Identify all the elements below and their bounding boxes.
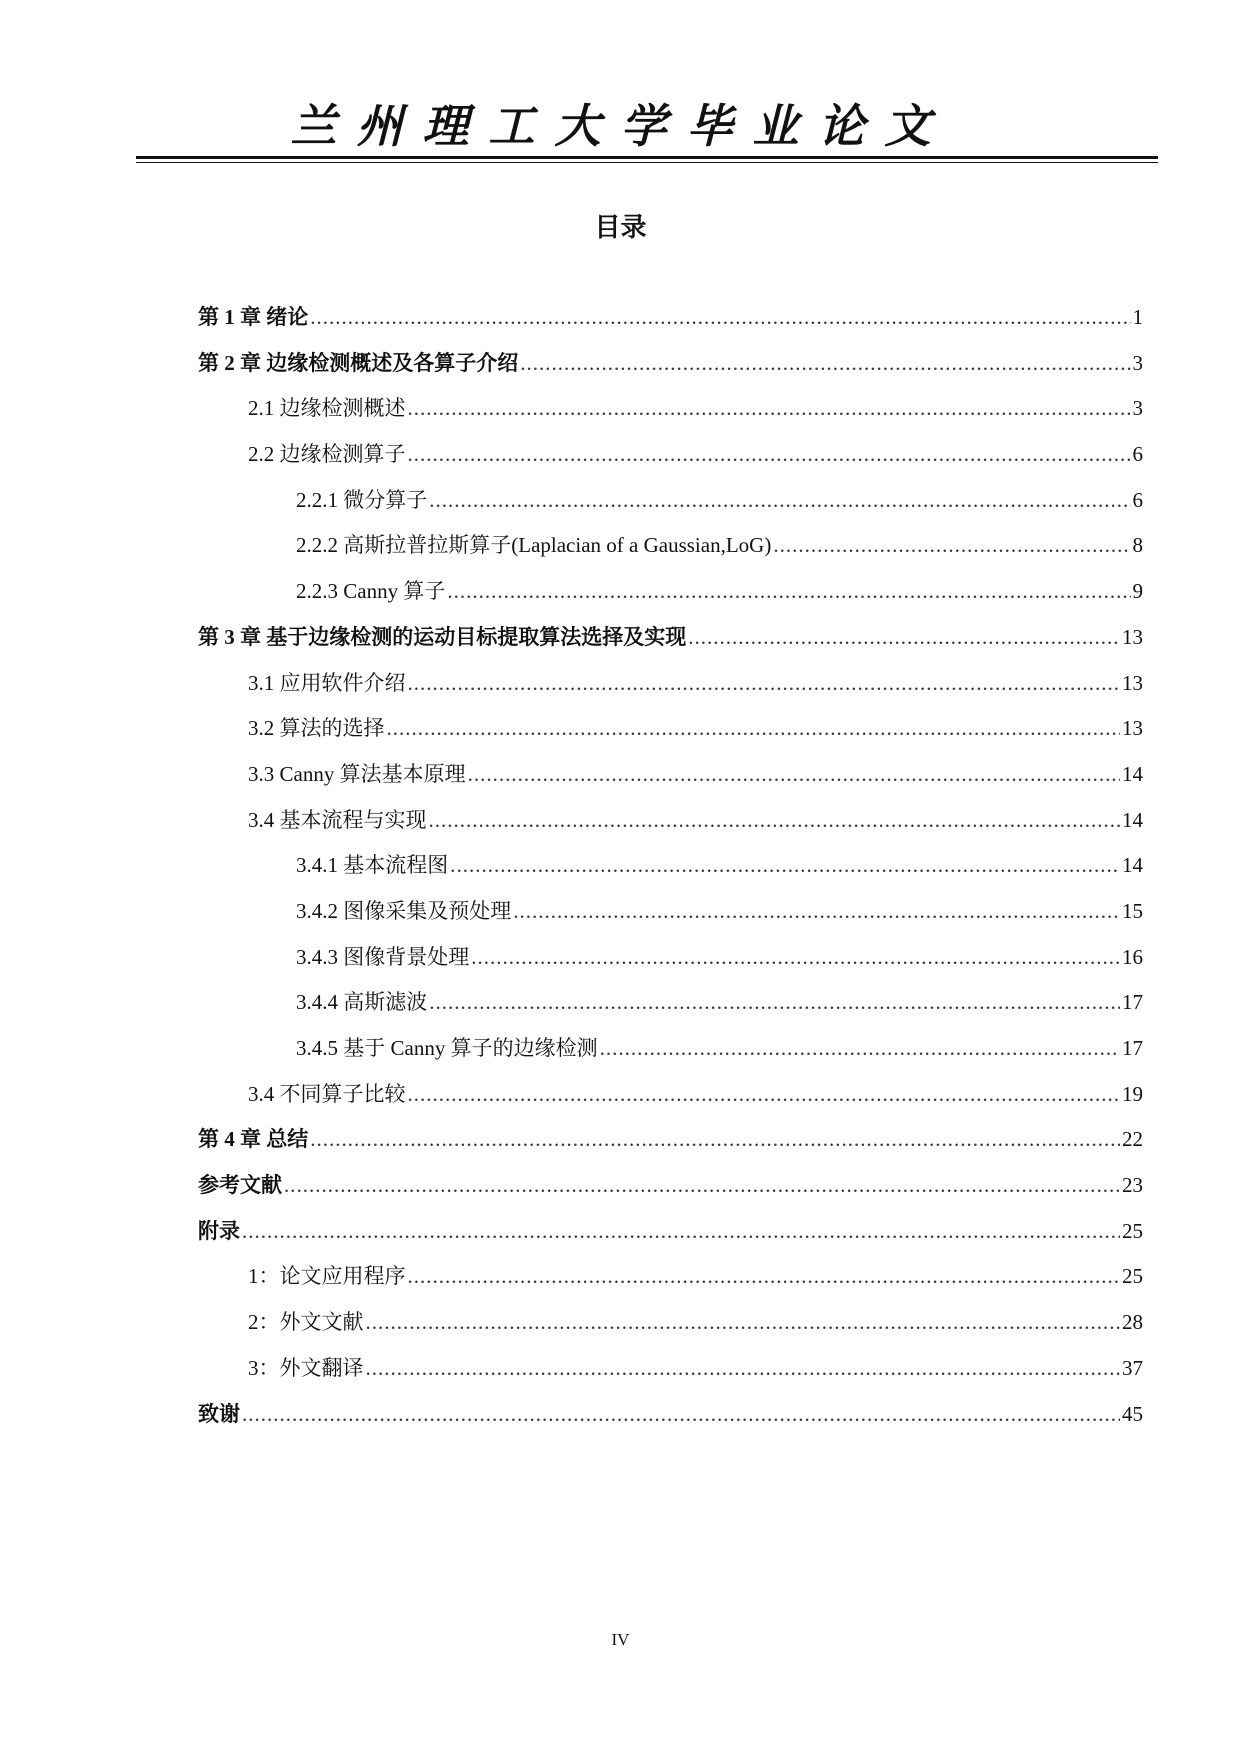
toc-dot-leader [450, 850, 1120, 880]
toc-dot-leader [387, 713, 1121, 743]
toc-entry[interactable] [198, 942, 1143, 988]
toc-entry[interactable] [198, 1170, 1143, 1216]
toc-entry-page: 17 [1122, 990, 1143, 1015]
toc-entry[interactable] [198, 348, 1143, 394]
toc-entry-page: 25 [1122, 1264, 1143, 1289]
toc-entry[interactable] [198, 1216, 1143, 1262]
toc-entry[interactable] [198, 1033, 1143, 1079]
toc-dot-leader [366, 1353, 1121, 1383]
toc-dot-leader [284, 1170, 1120, 1200]
toc-entry[interactable] [198, 987, 1143, 1033]
toc-entry-page: 3 [1132, 350, 1143, 375]
toc-dot-leader [471, 942, 1120, 972]
toc-entry[interactable] [198, 1399, 1143, 1445]
toc-entry-label: 第 3 章 基于边缘检测的运动目标提取算法选择及实现 [198, 624, 687, 649]
toc-dot-leader [408, 1261, 1121, 1291]
toc-entry-page: 1 [1132, 305, 1143, 329]
toc-entry-label: 3.4.5 基于 Canny 算子的边缘检测 [296, 1036, 598, 1060]
toc-dot-leader [366, 1307, 1121, 1337]
page-number: IV [611, 1630, 630, 1649]
toc-entry-page: 16 [1122, 944, 1143, 969]
toc-entry-label: 3：外文翻译 [248, 1355, 364, 1380]
toc-entry-label: 3.3 Canny 算法基本原理 [248, 761, 466, 786]
toc-dot-leader [688, 622, 1120, 652]
toc-entry-label: 1：论文应用程序 [248, 1264, 406, 1289]
toc-entry-label: 附录 [198, 1218, 240, 1243]
header-rule-thin [136, 162, 1158, 163]
toc-dot-leader [429, 485, 1130, 515]
toc-entry-label: 3.4 基本流程与实现 [248, 807, 427, 832]
toc-entry[interactable] [198, 485, 1143, 531]
header-rule-thick [136, 156, 1158, 159]
toc-entry-page: 9 [1132, 579, 1143, 604]
toc-entry-page: 13 [1122, 716, 1143, 741]
toc-entry-page: 19 [1122, 1081, 1143, 1106]
toc-dot-leader [242, 1216, 1120, 1246]
toc-entry-page: 17 [1122, 1036, 1143, 1060]
toc-dot-leader [310, 302, 1130, 332]
toc-entry-label: 3.4 不同算子比较 [248, 1081, 406, 1106]
toc-dot-leader [408, 668, 1121, 698]
toc-entry-page: 3 [1132, 396, 1143, 421]
toc-title: 目录 [594, 213, 647, 243]
toc-entry-label: 2：外文文献 [248, 1310, 364, 1335]
toc-entry-label: 3.4.4 高斯滤波 [296, 990, 428, 1015]
toc-entry-label: 第 4 章 总结 [198, 1127, 309, 1152]
toc-entry-label: 致谢 [198, 1401, 240, 1426]
table-of-contents [198, 302, 1143, 1444]
toc-entry[interactable] [198, 622, 1143, 668]
toc-dot-leader [429, 987, 1120, 1017]
toc-entry-label: 2.1 边缘检测概述 [248, 396, 406, 421]
toc-entry-label: 2.2 边缘检测算子 [248, 442, 406, 467]
toc-dot-leader [773, 530, 1130, 560]
toc-entry-page: 45 [1122, 1401, 1143, 1426]
toc-entry-page: 25 [1122, 1218, 1143, 1243]
toc-entry-page: 22 [1122, 1127, 1143, 1152]
toc-dot-leader [513, 896, 1120, 926]
toc-entry-label: 3.4.2 图像采集及预处理 [296, 898, 512, 923]
toc-dot-leader [310, 1124, 1120, 1154]
toc-entry-label: 3.1 应用软件介绍 [248, 670, 406, 695]
toc-entry[interactable] [198, 1307, 1143, 1353]
toc-entry[interactable] [198, 896, 1143, 942]
toc-entry-label: 3.4.3 图像背景处理 [296, 944, 470, 969]
toc-entry-label: 2.2.2 高斯拉普拉斯算子(Laplacian of a Gaussian,LoG) [296, 533, 772, 558]
toc-entry[interactable] [198, 302, 1143, 348]
toc-entry-label: 第 2 章 边缘检测概述及各算子介绍 [198, 350, 519, 375]
toc-entry-page: 6 [1132, 442, 1143, 467]
toc-entry-page: 13 [1122, 624, 1143, 649]
toc-entry[interactable] [198, 439, 1143, 485]
toc-entry[interactable] [198, 1079, 1143, 1125]
toc-entry[interactable] [198, 393, 1143, 439]
toc-entry[interactable] [198, 759, 1143, 805]
toc-entry-page: 14 [1122, 761, 1143, 786]
toc-dot-leader [468, 759, 1120, 789]
toc-entry[interactable] [198, 713, 1143, 759]
toc-entry[interactable] [198, 1124, 1143, 1170]
toc-entry[interactable] [198, 576, 1143, 622]
toc-entry-page: 8 [1132, 533, 1143, 558]
toc-entry-page: 28 [1122, 1310, 1143, 1335]
toc-dot-leader [600, 1033, 1120, 1063]
toc-dot-leader [520, 348, 1130, 378]
toc-dot-leader [408, 439, 1131, 469]
toc-entry[interactable] [198, 1261, 1143, 1307]
toc-entry-label: 3.2 算法的选择 [248, 716, 385, 741]
toc-entry-page: 14 [1122, 807, 1143, 832]
toc-entry-page: 37 [1122, 1355, 1143, 1380]
toc-entry-label: 第 1 章 绪论 [198, 305, 309, 329]
toc-dot-leader [408, 1079, 1121, 1109]
toc-dot-leader [447, 576, 1130, 606]
toc-entry-page: 6 [1132, 487, 1143, 512]
toc-dot-leader [408, 393, 1131, 423]
toc-entry[interactable] [198, 850, 1143, 896]
toc-entry-label: 参考文献 [198, 1173, 282, 1198]
toc-entry-page: 13 [1122, 670, 1143, 695]
toc-entry-label: 2.2.1 微分算子 [296, 487, 428, 512]
toc-entry[interactable] [198, 530, 1143, 576]
toc-entry-page: 14 [1122, 853, 1143, 878]
toc-entry[interactable] [198, 1353, 1143, 1399]
toc-entry-label: 2.2.3 Canny 算子 [296, 579, 446, 604]
toc-entry[interactable] [198, 805, 1143, 851]
toc-entry[interactable] [198, 668, 1143, 714]
toc-dot-leader [429, 805, 1121, 835]
toc-entry-page: 15 [1122, 898, 1143, 923]
toc-entry-label: 3.4.1 基本流程图 [296, 853, 449, 878]
toc-dot-leader [242, 1399, 1120, 1429]
page-header-title: 兰州理工大学毕业论文 [290, 99, 951, 153]
toc-entry-page: 23 [1122, 1173, 1143, 1198]
